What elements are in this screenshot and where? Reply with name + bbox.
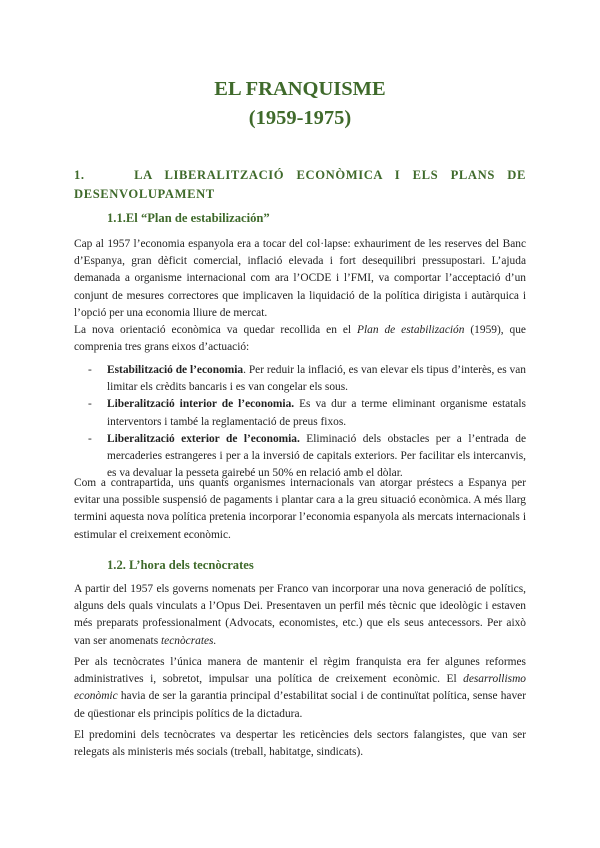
paragraph-1-2-a [74, 581, 526, 650]
paragraph-text: havia de ser la garantia principal d’estabilitat social i de continuïtat política, sense haver de qüestionar els principis polítics de la dictadura. [74, 690, 526, 720]
list-item-text: Eliminació dels obstacles per a l’entrada de mercaderies estrangeres i per a la inversió de capitals exteriors. Per facilitar els intercanvis, es va devaluar la pesseta gairebé un 50% en relació amb el dòlar. [107, 432, 527, 480]
document-title: EL FRANQUISME [214, 78, 386, 100]
list-item-title: Estabilització de l’economia [107, 364, 244, 376]
measures-list [74, 362, 526, 482]
bullet-dash: - [88, 432, 92, 445]
paragraph-1-1-c: Com a contrapartida, uns quants organismes internacionals van atorgar préstecs a Espanya per evitar una possible suspensió de pagaments i plantar cara a la greu situació econòmica. A més llarg termini aquesta nova política pretenia incorporar l’economia espanyola als mercats internacionals i estimular el creixement econòmic. [74, 477, 526, 541]
list-item [74, 396, 526, 430]
paragraph-text: A partir del 1957 els governs nomenats per Franco van incorporar una nova generació de polítics, alguns dels quals vinculats a l’Opus Dei. Presentaven un perfil més tècnic que ideològic i estaven més preparats professionalment (Advocats, economistes, etc.) que els seus antecessors. Per això van ser anomenats [74, 583, 526, 647]
paragraph-1-2-b [74, 654, 526, 723]
list-item-text: . Per reduir la inflació, es van elevar els tipus d’interès, es van limitar els crèdits bancaris i es van congelar els sous. [107, 364, 526, 394]
section-heading-text: LA LIBERALITZACIÓ ECONÒMICA I ELS PLANS DE DESENVOLUPAMENT [74, 168, 526, 201]
tecnocrates-italic: tecnòcrates. [160, 634, 217, 647]
desarrollismo-italic: desarrollismo econòmic [74, 673, 526, 703]
plan-name-italic: Plan de estabilización [357, 324, 465, 336]
subsection-heading-1-2: 1.2. L’hora dels tecnòcrates [107, 558, 254, 572]
bullet-dash: - [88, 398, 92, 411]
paragraph-1-1-a: Cap al 1957 l’economia espanyola era a tocar del col·lapse: exhauriment de les reserves del Banc d’Espanya, gran dèficit comercial, inflació elevada i fort desequilibri pressupostari. L’ajuda demanada a organisme internacional com ara l’OCDE i l’FMI, va comportar l’acceptació d’un conjunt de mesures correctores que implicaven la liquidació de la política dirigista i autàrquica i l’opció per una economia lliure de mercat. [74, 238, 526, 319]
list-item-title: Liberalització interior de l’economia. [107, 398, 295, 411]
section-heading-1 [74, 166, 526, 204]
paragraph-text: La nova orientació econòmica va quedar recollida en el [74, 324, 358, 336]
document-title-years: (1959-1975) [248, 107, 352, 129]
list-item [74, 362, 526, 396]
bullet-dash: - [88, 364, 92, 376]
paragraph-1-2-c: El predomini dels tecnòcrates va despertar les reticències dels sectors falangistes, que van ser relegats als ministeris més socials (treball, habitatge, sindicats). [74, 729, 526, 759]
section-number: 1. [74, 168, 85, 182]
subsection-heading-1-1: 1.1.El “Plan de estabilización” [107, 211, 270, 225]
paragraph-text: Per als tecnòcrates l’única manera de mantenir el règim franquista era fer algunes reformes administratives i, sobretot, impulsar una política de creixement econòmic. El [74, 656, 526, 686]
list-item-title: Liberalització exterior de l’economia. [107, 432, 300, 445]
paragraph-text: (1959), que comprenia tres grans eixos d’actuació: [74, 324, 526, 354]
paragraph-1-1-b [74, 322, 526, 356]
list-item-text: Es va dur a terme eliminant organisme estatals interventors i també la reglamentació de preus fixos. [107, 398, 526, 428]
